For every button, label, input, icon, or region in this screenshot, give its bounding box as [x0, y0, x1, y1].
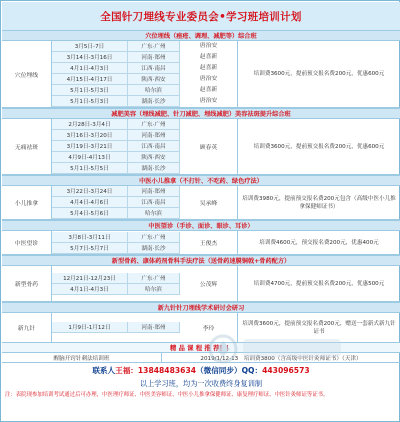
table-row	[52, 273, 180, 284]
date-cell: 3月5日-7日	[52, 41, 128, 52]
location-cell: 广东·广州	[128, 119, 180, 130]
date-cell: 3月22日-3月24日	[52, 186, 128, 197]
fee-text: 培训费3600元，提前预交报名费200元，优惠600元	[253, 71, 385, 77]
date-cell: 4月4日-4月6日	[52, 197, 128, 208]
table-row	[52, 141, 180, 152]
featured-course-banner: 精 品 课 程 推 荐！！	[2, 343, 400, 353]
date-cell: 1月9日-1月12日	[52, 322, 128, 333]
lifetime-retrain-note: 以上学习班，均为一次收费终身复训制	[139, 378, 263, 388]
location-cell: 广东·广州	[128, 232, 180, 243]
location-cell: 河南·郑州	[128, 322, 180, 333]
watermark-logo	[207, 327, 347, 373]
section-body-beauty	[2, 119, 400, 175]
table-row	[52, 243, 180, 254]
date-cell: 5月1日-5月5日	[52, 163, 128, 174]
page-title: 全国针刀埋线专业委员会•学习班培训计划	[2, 2, 400, 30]
location-cell: 广东·广州	[128, 273, 180, 284]
table-row	[52, 322, 180, 333]
teacher-name: 唐治安	[199, 76, 218, 82]
course-name: 新九针	[2, 313, 52, 342]
table-row	[52, 186, 180, 197]
course-name: 新型骨药	[2, 266, 52, 301]
table-row	[52, 152, 180, 163]
fee-text: 培训费4700元，提前预交报名费200元，优惠500元	[253, 280, 385, 287]
teacher-name: 唐治安	[199, 43, 218, 49]
fee-text: 培训费3980元，提前预交报名费200元包含（高级中医小儿推拿保健师证书）	[242, 195, 396, 210]
table-row	[52, 119, 180, 130]
table-row	[52, 63, 180, 74]
table-row	[52, 130, 180, 141]
teacher-name: 王俊杰	[180, 231, 238, 254]
table-row	[52, 232, 180, 243]
course-name: 无痛祛斑	[2, 119, 52, 174]
date-cell: 5月1日-5月3日	[52, 85, 128, 96]
table-row	[52, 163, 180, 174]
date-cell: 4月15日-4月17日	[52, 74, 128, 85]
teacher-name: 赵喜新	[199, 54, 218, 60]
location-cell: 广东·广州	[128, 41, 180, 52]
location-cell: 河南·郑州	[128, 130, 180, 141]
contact-phone: 王福：13848483634	[115, 366, 197, 375]
teacher-name: 唐治安	[199, 98, 218, 104]
location-cell: 哈尔滨	[128, 284, 180, 295]
section-header-bone: 新型骨药、康体药剂骨科手法疗法（送骨药速膜铜戟+骨药配方）	[2, 255, 400, 266]
date-cell: 4月9日-4月13日	[52, 152, 128, 163]
featured-course-detail: 2019/1/12-13 培训费3800（含高级中医针灸师证书）（天津）	[200, 355, 362, 362]
section-body-acupoint	[2, 41, 400, 108]
date-cell: 4月1日-4月3日	[52, 63, 128, 74]
teacher-name: 赵喜新	[199, 87, 218, 93]
section-header-pediatric: 中医小儿推拿（不打针、不吃药、绿色疗法）	[2, 175, 400, 186]
date-cell: 5月1日-5月3日	[52, 96, 128, 107]
location-cell: 陕西·西安	[128, 74, 180, 85]
teacher-name: 李玲	[180, 313, 238, 342]
table-row	[52, 74, 180, 85]
date-cell: 5月4日-5月6日	[52, 208, 128, 219]
location-cell: 陕西·西安	[128, 152, 180, 163]
section-header-diagnosis: 中医望诊（手诊、面诊、眼诊、耳诊）	[2, 220, 400, 231]
section-body-pediatric	[2, 186, 400, 220]
fee-text: 培训费3600元，提前预交报名费200元，优惠600元	[253, 143, 385, 150]
table-row	[52, 208, 180, 219]
teacher-name: 顾春英	[180, 119, 238, 174]
featured-course-name: 醒脑开窍针刺法培训班	[2, 353, 162, 362]
location-cell: 河南·郑州	[128, 52, 180, 63]
teacher-name: 赵喜新	[199, 65, 218, 71]
date-cell: 12月21日-12月23日	[52, 273, 128, 284]
section-body-bone	[2, 266, 400, 302]
location-cell: 哈尔滨	[128, 208, 180, 219]
date-cell: 5月7日-5月7日	[52, 243, 128, 254]
date-cell: 4月1日-4月3日	[52, 284, 128, 295]
section-header-acupoint: 穴位埋线（痤疮、调理、减肥等）综合班	[2, 30, 400, 41]
table-row	[52, 284, 180, 295]
table-row	[52, 85, 180, 96]
contact-prefix: 联系人	[92, 366, 116, 375]
teacher-name: 吴承峰	[180, 186, 238, 219]
location-cell: 湖南·长沙	[128, 243, 180, 254]
table-row	[52, 197, 180, 208]
fee-text: 培训费4600元，预交报名费200元，优惠400元	[259, 239, 379, 246]
location-cell: 江西·南昌	[128, 63, 180, 74]
contact-wechat: （微信同步）QQ：	[196, 366, 263, 375]
fee-text: 培训费3600元，提前预交报名费200元，赠送一套新式新九针证书	[242, 320, 396, 335]
location-cell: 湖南·长沙	[128, 163, 180, 174]
section-header-beauty: 减肥美容（埋线减肥、针刀减肥、埋线减肥）美容祛斑提升综合班	[2, 108, 400, 119]
date-cell: 3月14日-3月16日	[52, 52, 128, 63]
date-cell: 3月16日-3月20日	[52, 130, 128, 141]
location-cell: 江西·南昌	[128, 141, 180, 152]
teacher-name: 公茂辉	[180, 266, 238, 301]
date-cell: 2月28日-3月4日	[52, 119, 128, 130]
certificate-note: 注：表院现参加培训考试通过后可办理，中医理疗师证、中医美容师证、中医小儿推拿保健师证、康复理疗师证、中医针灸师证等证书。	[5, 392, 329, 398]
contact-qq: 443096573	[262, 366, 310, 375]
teacher-column	[180, 41, 238, 107]
date-cell: 3月8日-3月11日	[52, 232, 128, 243]
location-cell: 江西·南昌	[128, 197, 180, 208]
table-row	[52, 41, 180, 52]
course-name: 中医望诊	[2, 231, 52, 254]
section-header-nine-needle: 新九针针刀埋线学术研讨会研习	[2, 302, 400, 313]
location-cell: 哈尔滨	[128, 85, 180, 96]
section-body-diagnosis	[2, 231, 400, 255]
course-name: 小儿推拿	[2, 186, 52, 219]
location-cell: 湖南·长沙	[128, 96, 180, 107]
table-row	[52, 96, 180, 107]
date-cell: 3月19日-3月21日	[52, 141, 128, 152]
table-row	[52, 52, 180, 63]
location-cell: 河南·郑州	[128, 186, 180, 197]
course-name: 穴位埋线	[2, 41, 52, 107]
